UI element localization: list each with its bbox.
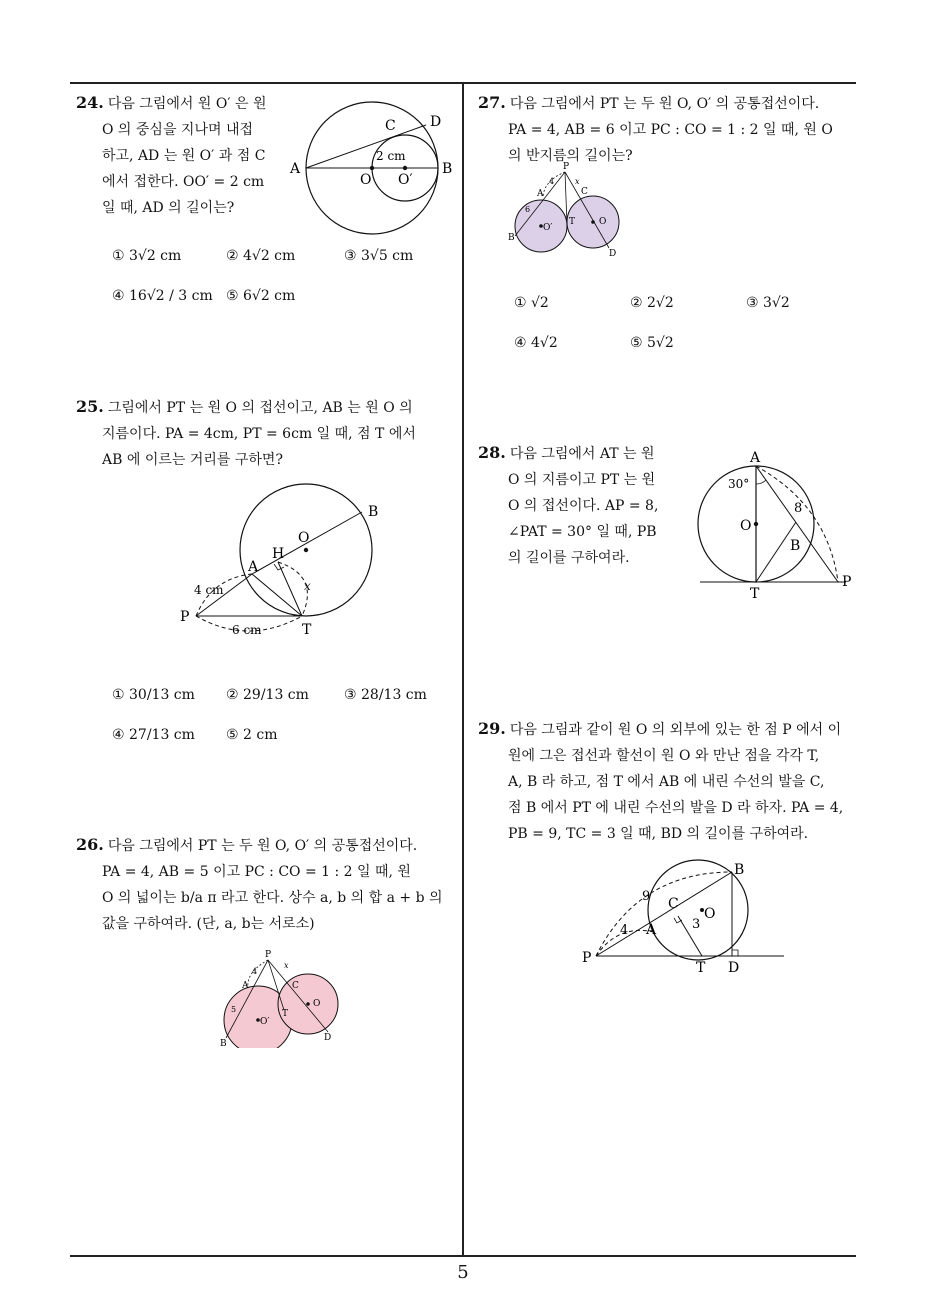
point-o [370, 166, 374, 170]
point-o [591, 220, 595, 224]
label-x: x [284, 961, 289, 970]
label-a: A [290, 161, 301, 177]
label-x: x [575, 177, 580, 186]
problem-27 [478, 90, 862, 169]
label-o-prime: O′ [398, 172, 413, 188]
label-9: 9 [642, 889, 651, 904]
problem-27-line-1: 27. 다음 그림에서 PT 는 두 원 O, O′ 의 공통접선이다. [478, 93, 820, 112]
problem-26-line-3: O 의 넓이는 b/a π 라고 한다. 상수 a, b 의 합 a + b 의 [102, 890, 443, 906]
problem-24 [76, 90, 296, 221]
dashed-arc [248, 960, 268, 988]
problem-number: 25. [76, 397, 104, 416]
label-t: T [302, 622, 312, 638]
point-o [306, 1002, 310, 1006]
choice-24-4[interactable]: ④ 16√2 / 3 cm [112, 288, 213, 304]
problem-29-line-5: PB = 9, TC = 3 일 때, BD 의 길이를 구하여라. [508, 826, 809, 842]
label-o: O [313, 999, 321, 1009]
point-o-prime [403, 166, 407, 170]
point-o [304, 548, 308, 552]
choice-27-2[interactable]: ② 2√2 [630, 295, 674, 311]
problem-26-line-4: 값을 구하여라. (단, a, b는 서로소) [102, 916, 315, 932]
label-o: O [740, 518, 752, 534]
problem-24-line-4: 에서 접한다. OO′ = 2 cm [102, 174, 265, 190]
problem-29-line-1: 29. 다음 그림과 같이 원 O 의 외부에 있는 한 점 P 에서 이 [478, 719, 842, 738]
problem-24-line-1: 24. 다음 그림에서 원 O′ 은 원 [76, 93, 267, 112]
choice-24-2[interactable]: ② 4√2 cm [226, 248, 296, 264]
label-t: T [750, 586, 760, 602]
problem-25-line-3: AB 에 이르는 거리를 구하면? [102, 452, 283, 468]
choice-24-3[interactable]: ③ 3√5 cm [344, 248, 414, 264]
label-p: P [265, 950, 272, 960]
problem-24-line-2: O 의 중심을 지나며 내접 [102, 122, 253, 138]
problem-26 [76, 832, 460, 937]
label-b: B [508, 233, 515, 243]
label-4: 4 [620, 923, 629, 938]
label-30deg: 30° [728, 477, 750, 491]
problem-25 [76, 394, 456, 473]
label-2cm: 2 cm [376, 149, 406, 163]
problem-27-figure [505, 160, 635, 260]
problem-25-line-1: 25. 그림에서 PT 는 원 O 의 접선이고, AB 는 원 O 의 [76, 397, 413, 416]
label-4: 4 [549, 177, 555, 186]
label-c: C [385, 118, 396, 134]
problem-26-figure [218, 948, 348, 1048]
problem-28-line-4: ∠PAT = 30° 일 때, PB [508, 524, 657, 540]
choice-27-1[interactable]: ① √2 [514, 295, 549, 311]
label-t: T [282, 1009, 289, 1019]
label-p: P [563, 162, 570, 172]
label-3: 3 [692, 917, 701, 932]
problem-29-line-2: 원에 그은 접선과 할선이 원 O 와 만난 점을 각각 T, [508, 748, 820, 764]
problem-number: 29. [478, 719, 506, 738]
choice-24-5[interactable]: ⑤ 6√2 cm [226, 288, 296, 304]
problem-26-line-1: 26. 다음 그림에서 PT 는 두 원 O, O′ 의 공통접선이다. [76, 835, 418, 854]
problem-27-line-2: PA = 4, AB = 6 이고 PC : CO = 1 : 2 일 때, 원 O [508, 122, 833, 138]
label-o: O [599, 217, 607, 227]
label-p: P [582, 950, 592, 966]
choice-24-1[interactable]: ① 3√2 cm [112, 248, 182, 264]
label-a: A [537, 189, 544, 199]
choice-25-3[interactable]: ③ 28/13 cm [344, 687, 427, 703]
choice-25-5[interactable]: ⑤ 2 cm [226, 727, 278, 743]
label-p: P [842, 574, 852, 590]
label-8: 8 [794, 501, 803, 516]
label-c: C [668, 896, 679, 912]
label-b: B [220, 1039, 227, 1048]
label-t: T [696, 960, 706, 976]
choice-27-3[interactable]: ③ 3√2 [746, 295, 790, 311]
label-a: A [248, 559, 259, 575]
problem-29-line-3: A, B 라 하고, 점 T 에서 AB 에 내린 수선의 발을 C, [508, 774, 825, 790]
label-b: B [734, 862, 745, 878]
label-c: C [292, 981, 299, 991]
angle-arc [756, 480, 766, 484]
label-h: H [272, 546, 285, 562]
label-o: O [360, 172, 372, 188]
problem-number: 27. [478, 93, 506, 112]
label-6cm: 6 cm [232, 623, 262, 637]
right-angle-mark-c [674, 918, 682, 923]
problem-26-line-2: PA = 4, AB = 5 이고 PC : CO = 1 : 2 일 때, 원 [102, 864, 411, 880]
problem-28-line-3: O 의 접선이다. AP = 8, [508, 498, 659, 514]
problem-24-line-3: 하고, AD 는 원 O′ 과 점 C [102, 148, 266, 164]
label-4: 4 [252, 967, 258, 976]
label-o-prime: O′ [543, 223, 553, 233]
label-d: D [609, 249, 617, 259]
point-o [754, 522, 758, 526]
problem-28-line-5: 의 길이를 구하여라. [508, 550, 630, 566]
problem-29-line-4: 점 B 에서 PT 에 내린 수선의 발을 D 라 하자. PA = 4, [508, 800, 844, 816]
problem-25-figure [172, 478, 392, 643]
label-d: D [430, 114, 442, 130]
label-x: x [304, 579, 311, 593]
label-b: B [442, 161, 453, 177]
label-a: A [242, 981, 249, 991]
label-b: B [790, 538, 801, 554]
label-d: D [728, 960, 740, 976]
label-4cm: 4 cm [194, 583, 224, 597]
choice-27-4[interactable]: ④ 4√2 [514, 335, 558, 351]
choice-25-2[interactable]: ② 29/13 cm [226, 687, 309, 703]
problem-28-line-1: 28. 다음 그림에서 AT 는 원 [478, 443, 655, 462]
problem-number: 24. [76, 93, 104, 112]
label-b: B [368, 504, 379, 520]
label-a: A [750, 450, 761, 466]
label-t: T [569, 217, 576, 227]
label-p: P [180, 609, 190, 625]
label-o-prime: O′ [260, 1017, 270, 1027]
label-5: 5 [231, 1005, 237, 1014]
problem-28 [478, 440, 688, 571]
problem-24-line-5: 일 때, AD 의 길이는? [102, 200, 235, 216]
problem-29 [478, 716, 862, 847]
label-d: D [324, 1033, 332, 1043]
problem-25-line-2: 지름이다. PA = 4cm, PT = 6cm 일 때, 점 T 에서 [102, 426, 416, 442]
page-number: 5 [457, 1262, 469, 1283]
choice-27-5[interactable]: ⑤ 5√2 [630, 335, 674, 351]
label-c: C [581, 187, 588, 197]
label-a: A [646, 922, 657, 938]
label-o: O [704, 906, 716, 922]
problem-28-figure [690, 446, 860, 606]
choice-25-1[interactable]: ① 30/13 cm [112, 687, 195, 703]
chord-ad [306, 125, 426, 168]
problem-number: 28. [478, 443, 506, 462]
right-angle-mark-d [732, 950, 738, 956]
problem-29-figure [578, 854, 790, 976]
bottom-rule [70, 1255, 856, 1257]
problem-24-figure [284, 94, 464, 264]
problem-28-line-2: O 의 지름이고 PT 는 원 [508, 472, 656, 488]
problem-27-line-3: 의 반지름의 길이는? [508, 148, 633, 164]
choice-25-4[interactable]: ④ 27/13 cm [112, 727, 195, 743]
label-o: O [298, 530, 310, 546]
label-6: 6 [525, 205, 531, 214]
segment-th [278, 562, 302, 616]
problem-number: 26. [76, 835, 104, 854]
